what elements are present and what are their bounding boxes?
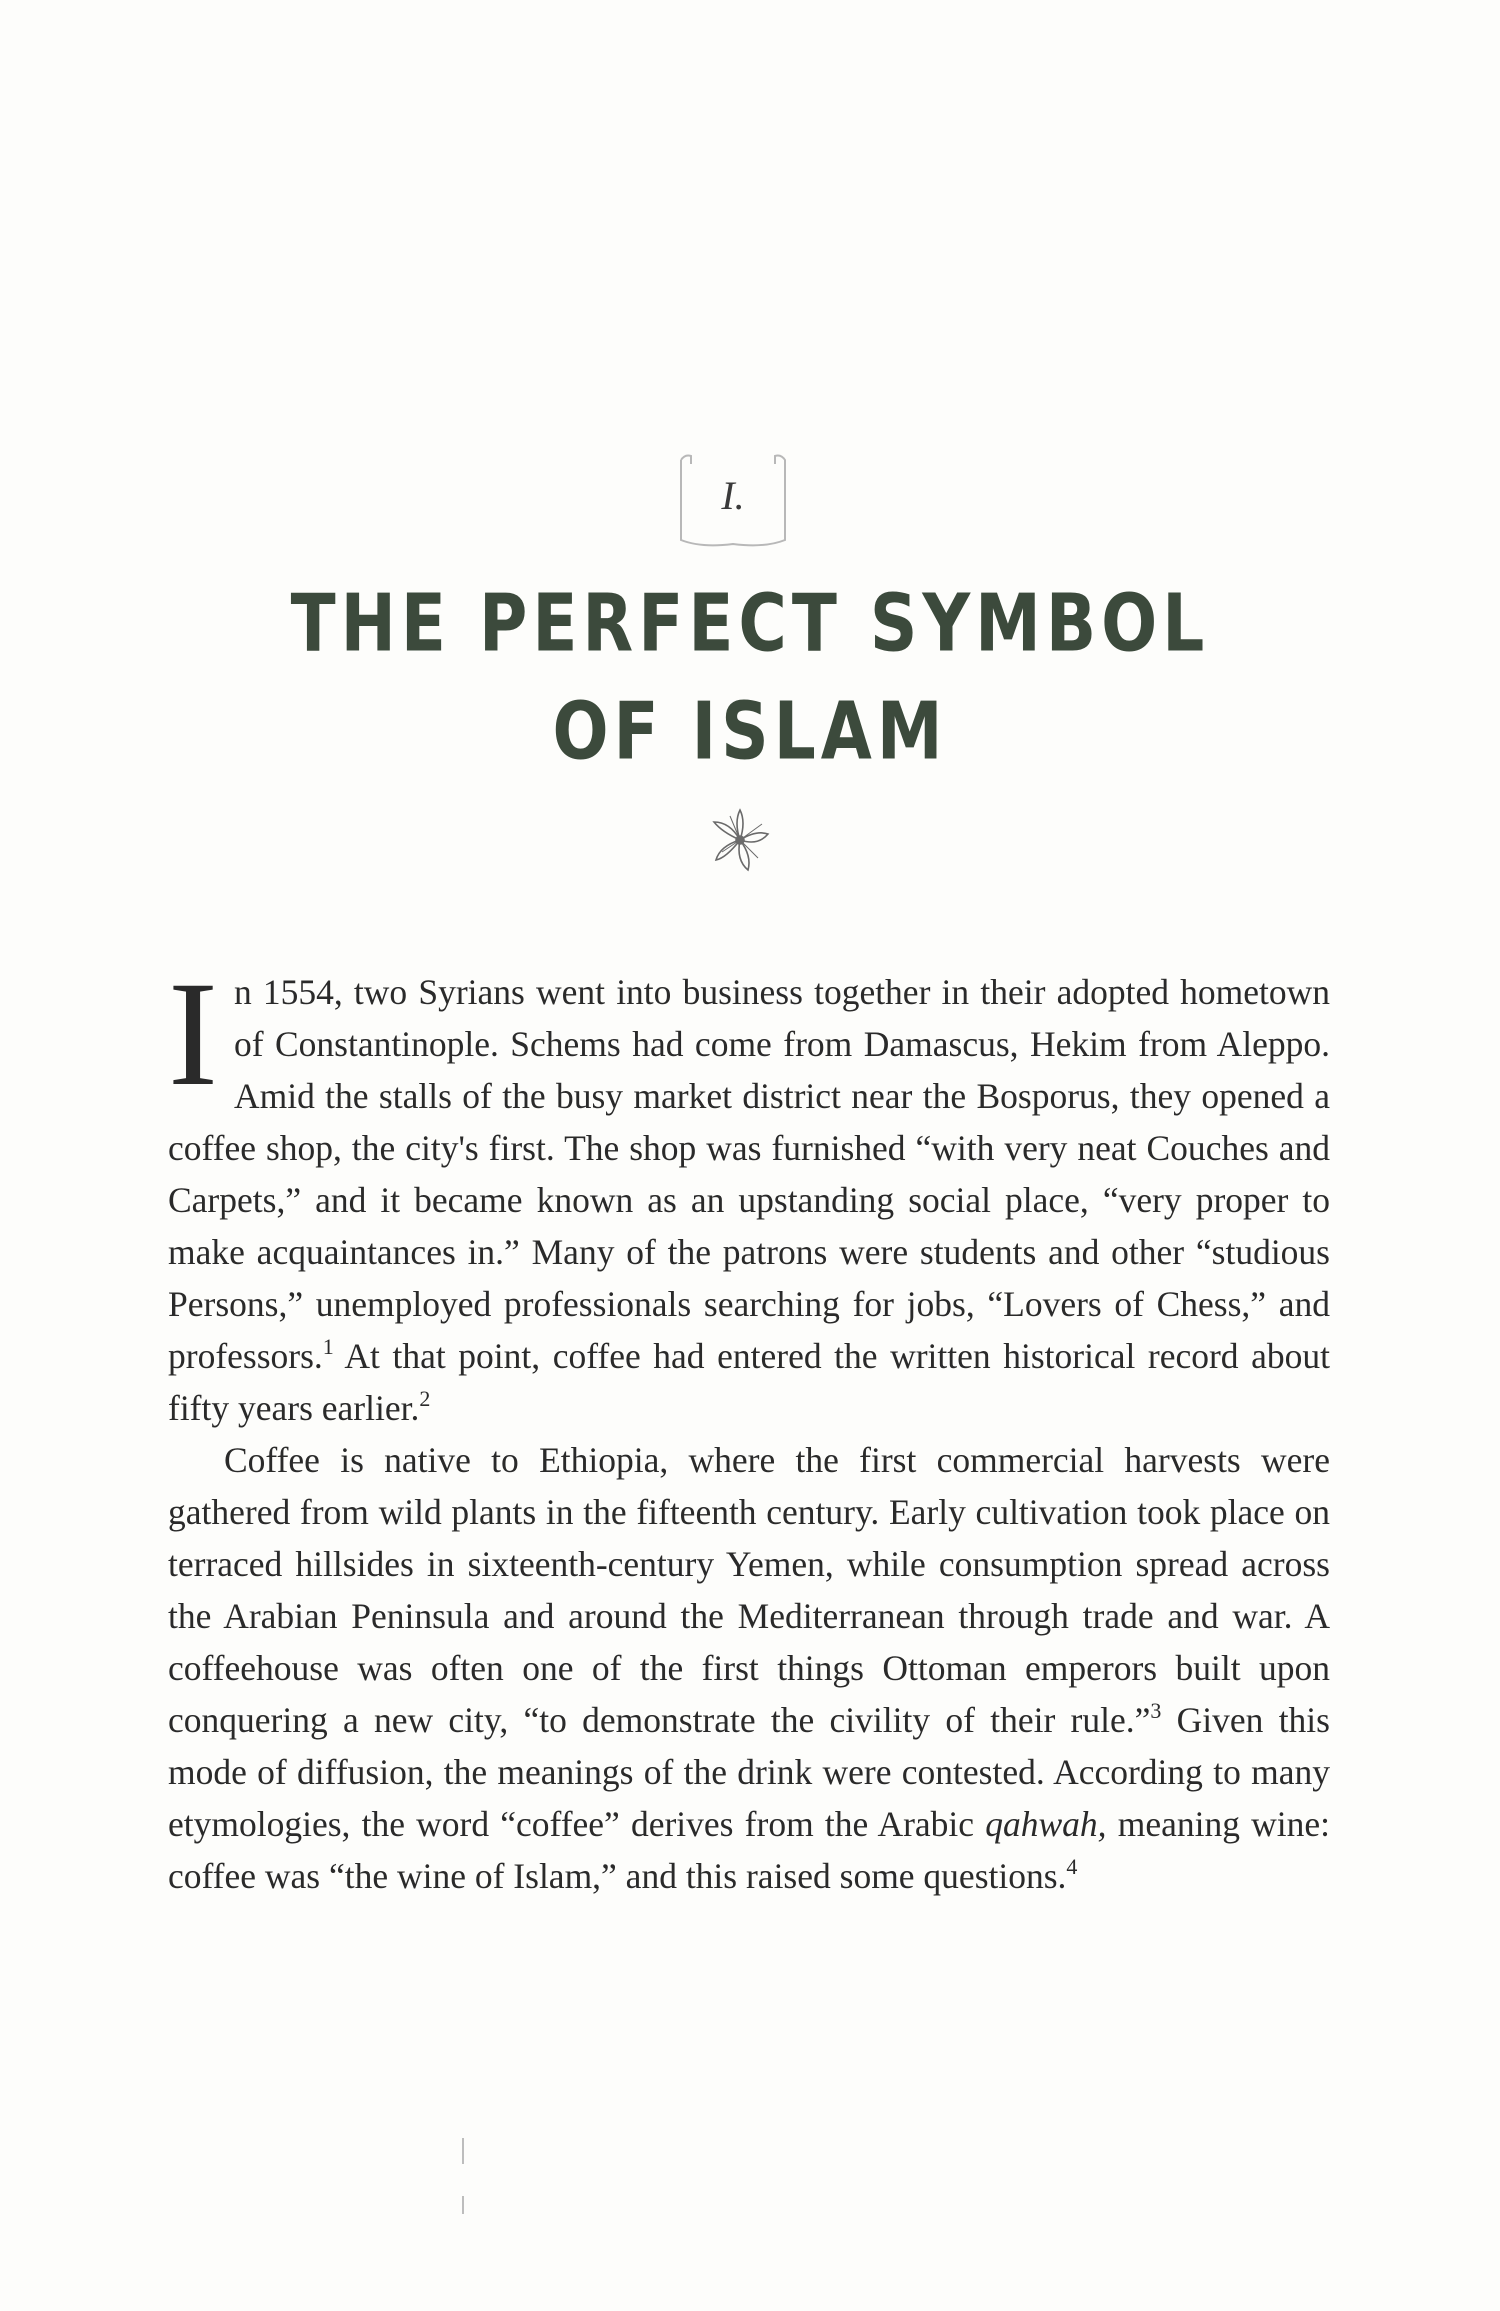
chapter-title-line-1: THE PERFECT SYMBOL xyxy=(290,577,1210,670)
chapter-number-badge xyxy=(671,452,795,552)
paragraph-1 xyxy=(168,951,1330,1434)
paragraph-2-text-c: meaning wine: coffee was “the wine of Islam,” and this raised some questions. xyxy=(168,1804,1330,1896)
chapter-number: I. xyxy=(721,473,745,518)
paragraph-2-text-b: Given this mode of diffusion, the meanings of the drink were contested. According to many etymologies, the word “coffee” derives from the Arabic xyxy=(168,1700,1330,1844)
paragraph-1-text-a: n 1554, two Syrians went into business together in their adopted hometown of Constantinople. Schems had come from Damascus, Hekim from Aleppo. Amid the stalls of the busy market district near the Bosporus, they opened a coffee shop, the city's first. The shop was furnished “with very neat Couches and Carpets,” and it became known as an upstanding social place, “very proper to make acquaintances in.” Many of the patrons were students and other “studious Persons,” unemployed professionals searching for jobs, “Lovers of Chess,” and professors. xyxy=(168,972,1330,1376)
paragraph-2 xyxy=(168,1434,1330,1902)
chapter-title-line-2: OF ISLAM xyxy=(552,685,948,778)
footnote-ref-1: 1 xyxy=(322,1334,334,1359)
paragraph-2-text-a: Coffee is native to Ethiopia, where the first commercial harvests were gathered from wild plants in the fifteenth century. Early cultivation took place on terraced hillsides in sixteenth-century Yemen, while consumption spread across the Arabian Peninsula and around the Mediterranean through trade and war. A coffeehouse was often one of the first things Ottoman emperors built upon conquering a new city, “to demonstrate the civility of their rule.” xyxy=(168,1440,1330,1740)
chapter-title xyxy=(150,570,1350,786)
scan-mark xyxy=(462,2196,464,2214)
chapter-body xyxy=(168,951,1330,1902)
arabic-term: qahwah, xyxy=(985,1804,1107,1844)
footnote-ref-2: 2 xyxy=(419,1386,431,1411)
footnote-ref-4: 4 xyxy=(1066,1854,1078,1879)
footnote-ref-3: 3 xyxy=(1150,1698,1162,1723)
scan-mark xyxy=(462,2138,464,2164)
flower-ornament-icon xyxy=(700,800,780,880)
paragraph-1-text-b: At that point, coffee had entered the written historical record about fifty years earlier. xyxy=(168,1336,1330,1428)
drop-cap: I xyxy=(168,951,218,1117)
